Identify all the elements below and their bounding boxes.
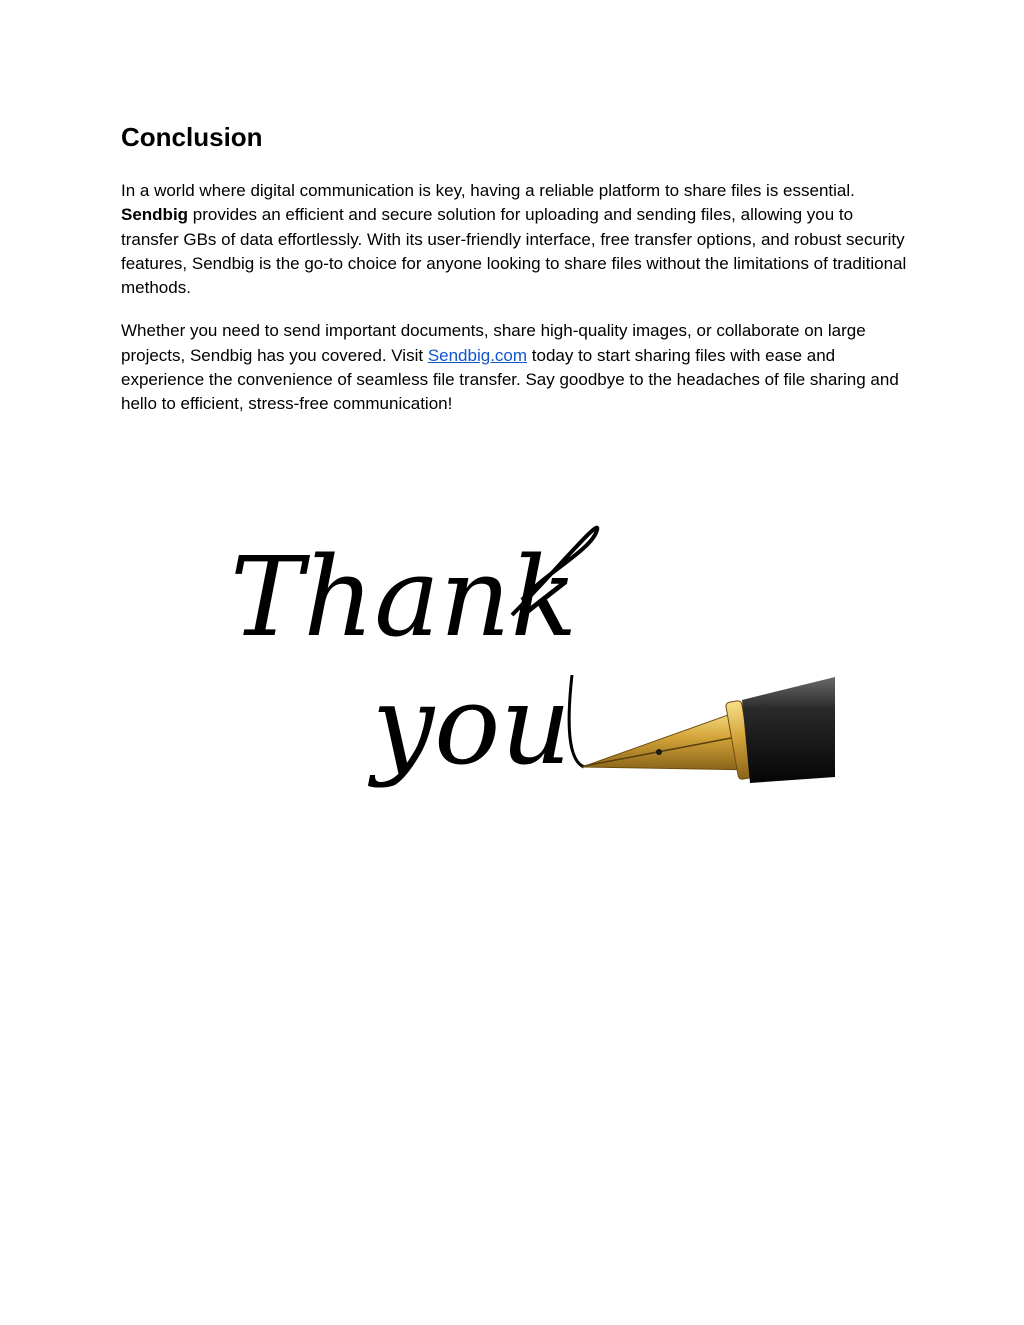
paragraph-intro-text-start: In a world where digital communication is key, having a reliable platform to share files is essential. (121, 181, 855, 200)
brand-name-bold: Sendbig (121, 205, 189, 225)
fountain-pen-icon (582, 677, 835, 783)
thank-you-image (222, 505, 837, 805)
ink-tail (569, 675, 584, 767)
thank-text: Thank (230, 533, 578, 661)
document-content (121, 120, 911, 436)
paragraph-intro (121, 179, 911, 300)
sendbig-link[interactable]: Sendbig.com (427, 345, 528, 365)
thank-you-illustration (222, 505, 837, 805)
page-title: Conclusion (121, 122, 263, 152)
you-text: you (372, 661, 572, 789)
paragraph-intro-text-end: provides an efficient and secure solution for uploading and sending files, allowing you to transfer GBs of data effortlessly. With its user-friendly interface, free transfer options, and robust security features, Sendbig is the go-to choice for anyone looking to share files without the limitations of traditional methods. (121, 205, 907, 298)
paragraph-cta-text-start: Whether you need to send important documents, share high-quality images, or collaborate on large projects, Sendbig has you covered. Visit (121, 321, 866, 365)
paragraph-cta-text-end: today to start sharing files with ease and experience the convenience of seamless file transfer. Say goodbye to the headaches of file sharing and hello to efficient, stress-free communication! (121, 345, 899, 414)
paragraph-call-to-action (121, 319, 911, 416)
